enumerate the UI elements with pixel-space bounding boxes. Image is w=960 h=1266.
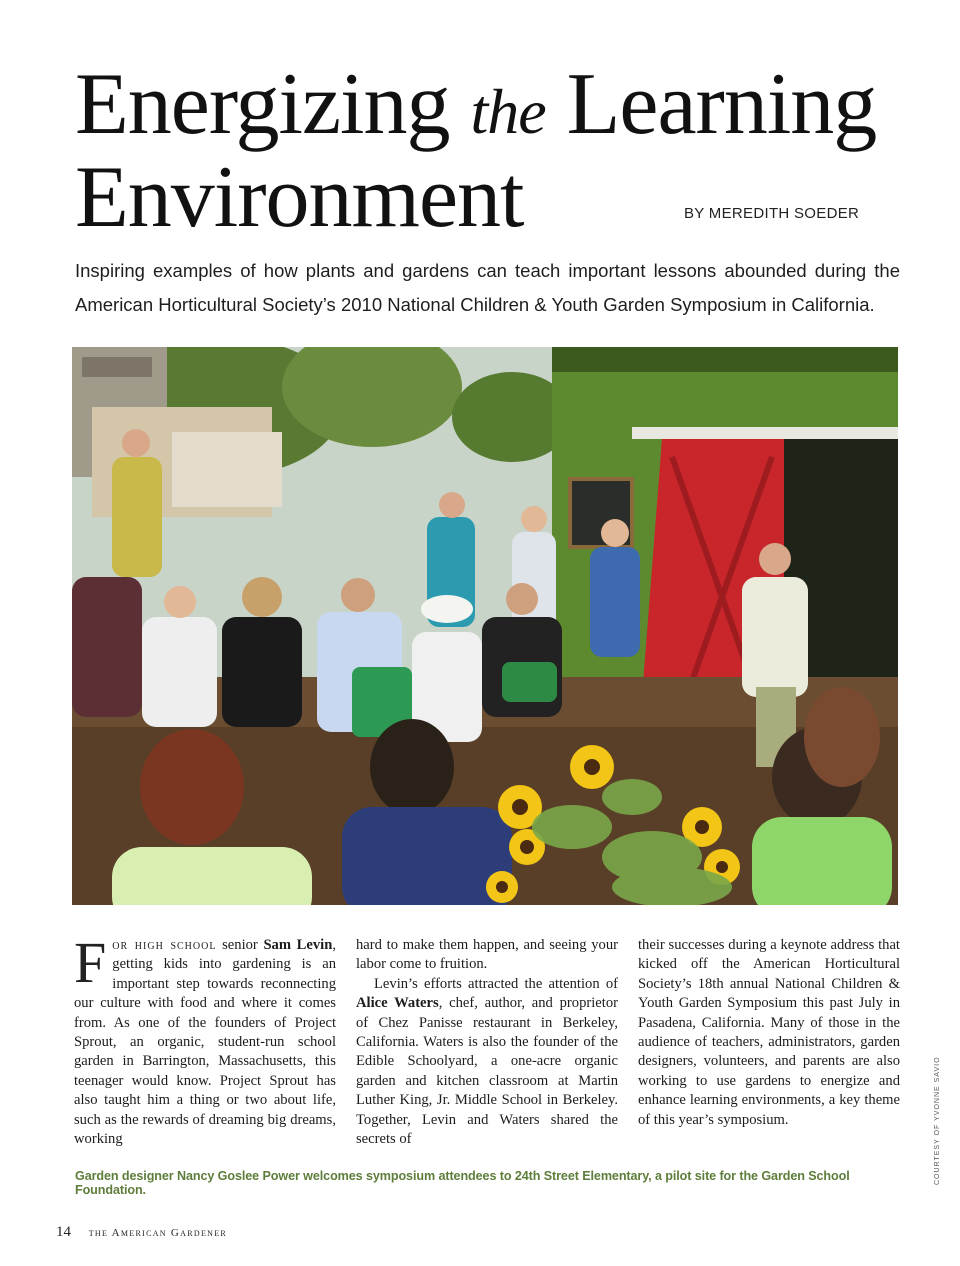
name-alice-waters: Alice Waters <box>356 995 439 1012</box>
page-number: 14 <box>56 1224 71 1240</box>
title-line2: Environment <box>75 149 524 246</box>
title-word-energizing: Energizing <box>75 56 450 153</box>
paragraph-1 <box>74 930 336 1149</box>
page-folio <box>56 1224 227 1241</box>
article-photo <box>72 347 898 905</box>
publication-name: the American Gardener <box>88 1227 228 1239</box>
paragraph-2 <box>356 975 618 1150</box>
photo-illustration <box>72 347 898 905</box>
p1-col1-text: , getting kids into gardening is an important step towards reconnecting our culture with food and where it comes from. As one of the <box>74 937 336 1031</box>
dek-subtitle: Inspiring examples of how plants and gardens can teach important lessons abounded during the American Horticultural Society’s 2010 National Children & Youth Garden Symposium in California. <box>75 260 900 315</box>
p1-lead: senior <box>222 937 258 953</box>
title-word-learning: Learning <box>566 56 877 153</box>
body-column-3 <box>638 936 900 1130</box>
byline: BY MEREDITH SOEDER <box>684 205 860 222</box>
title-word-the: the <box>470 76 546 147</box>
name-sam-levin: Sam Levin <box>263 937 333 953</box>
paragraph-2-continued: their successes during a keynote address that kicked off the American Horticultural Society’s 18th annual National Children & Youth Garden Symposium this past July in Pasadena, California. Many of those in the audience of teachers, administrators, garden designers, volunteers, and parents are also working to use gardens to energize and enhance learning environments, a key theme of this year’s symposium. <box>638 937 900 1128</box>
paragraph-1-continued: hard to make them happen, and seeing your labor come to fruition. <box>356 937 618 973</box>
photo-caption: Garden designer Nancy Goslee Power welcomes symposium attendees to 24th Street Elementary, a pilot site for the Garden School Foundation. <box>75 1169 850 1197</box>
p2-col2-text: , chef, author, and proprietor of Chez Panisse restaurant in Berkeley, California. Waters is also the founder of the Edible Schoolyard, a one-acre organic garden and kitchen classroom at Martin Luther King, Jr. Middle School in Berkeley. Together, Levin and Waters shared the secrets of <box>356 995 618 1148</box>
body-column-2 <box>356 936 618 1149</box>
photo-credit: COURTESY OF YVONNE SAVIO <box>934 1056 941 1185</box>
body-column-1 <box>74 930 336 1149</box>
lead-in-smallcaps: or high school <box>112 937 217 953</box>
p2-lead: Levin’s efforts attracted the attention of <box>374 975 618 992</box>
p1-col1-end: founders of Project Sprout, an organic, student-run school garden in Barrington, Massachusetts, this teenager would know. Project Sprout has also taught him a thing or two about life, such as the rewards of dreaming big dreams, working <box>74 1014 336 1148</box>
drop-cap: F <box>74 930 107 995</box>
